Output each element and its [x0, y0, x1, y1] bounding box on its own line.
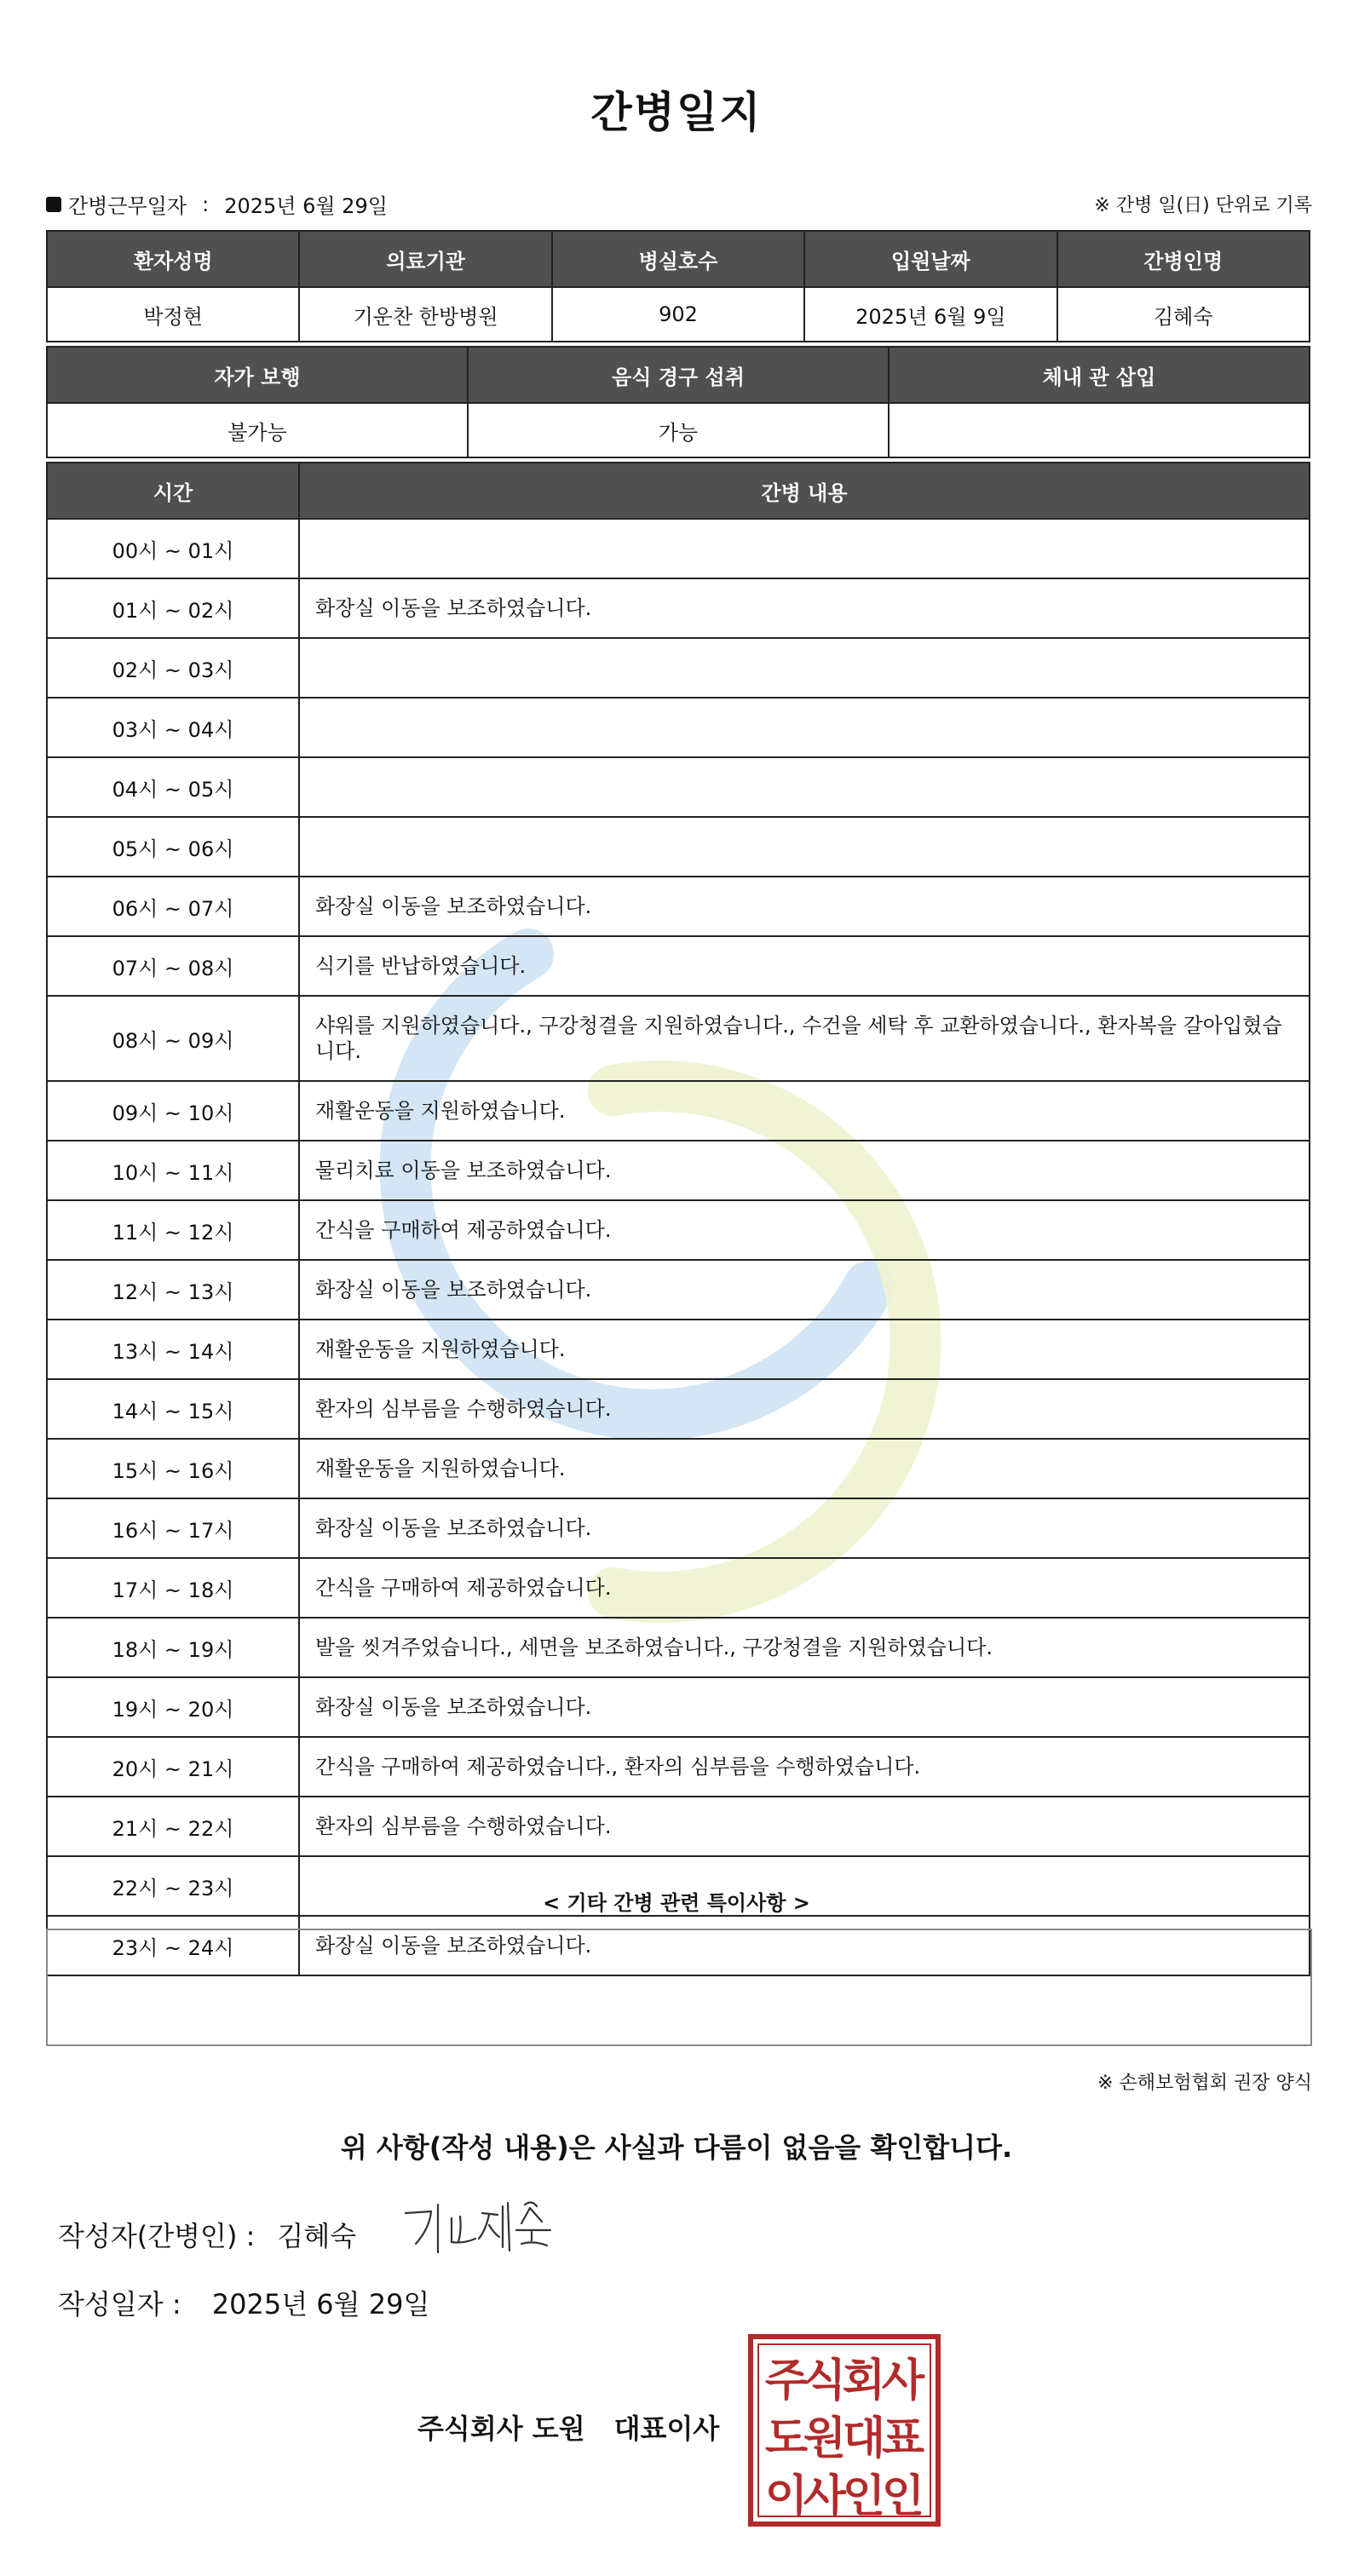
care-log-content: 샤워를 지원하였습니다., 구강청결을 지원하였습니다., 수건을 세탁 후 교환하였습니다., 환자복을 갈아입혔습니다. — [299, 996, 1310, 1081]
svg-text:대: 대 — [842, 2413, 886, 2464]
patient-status-table — [46, 346, 1310, 458]
care-log-time: 17시 ~ 18시 — [47, 1558, 299, 1618]
notes-title: < 기타 간병 관련 특이사항 > — [543, 1891, 810, 1915]
written-date-row — [58, 2283, 429, 2322]
header-caregiver-name: 간병인명 — [1057, 231, 1310, 287]
work-date-separator: : — [202, 192, 210, 216]
care-log-content: 화장실 이동을 보조하였습니다. — [299, 1677, 1310, 1737]
confirmation-statement: 위 사항(작성 내용)은 사실과 다름이 없음을 확인합니다. — [340, 2131, 1013, 2164]
care-log-time: 19시 ~ 20시 — [47, 1677, 299, 1737]
company-signature-line — [417, 2407, 719, 2447]
header-patient-name: 환자성명 — [47, 231, 299, 287]
header-hospital: 의료기관 — [299, 231, 551, 287]
care-log-row — [47, 1260, 1310, 1320]
svg-text:인: 인 — [881, 2471, 925, 2522]
work-date-value: 2025년 6월 29일 — [224, 194, 388, 218]
care-log-time: 01시 ~ 02시 — [47, 578, 299, 638]
svg-text:회: 회 — [842, 2355, 886, 2406]
care-log-content: 환자의 심부름을 수행하였습니다. — [299, 1797, 1310, 1856]
tube-insertion-value — [889, 403, 1310, 457]
care-log-time: 14시 ~ 15시 — [47, 1379, 299, 1439]
svg-text:이: 이 — [764, 2471, 809, 2522]
care-log-time: 10시 ~ 11시 — [47, 1141, 299, 1200]
care-log-time: 18시 ~ 19시 — [47, 1618, 299, 1677]
care-log-row — [47, 1498, 1310, 1558]
patient-info-table — [46, 230, 1310, 342]
care-log-content: 재활운동을 지원하였습니다. — [299, 1439, 1310, 1498]
header-oral-intake: 음식 경구 섭취 — [468, 347, 889, 403]
work-date-row — [46, 189, 388, 219]
care-log-content — [299, 638, 1310, 698]
care-log-row — [47, 578, 1310, 638]
care-log-row — [47, 936, 1310, 996]
care-log-header-row — [47, 463, 1310, 519]
care-log-time: 04시 ~ 05시 — [47, 757, 299, 817]
record-unit-note: ※ 간병 일(日) 단위로 기록 — [1094, 195, 1312, 216]
header-room-number: 병실호수 — [552, 231, 804, 287]
care-log-time: 23시 ~ 24시 — [47, 1916, 299, 1975]
svg-text:사: 사 — [803, 2471, 847, 2522]
care-log-row — [47, 1439, 1310, 1498]
hospital-name: 기운찬 한방병원 — [299, 287, 551, 342]
care-log-content: 환자의 심부름을 수행하였습니다. — [299, 1379, 1310, 1439]
care-log-time: 09시 ~ 10시 — [47, 1081, 299, 1141]
care-log-time: 15시 ~ 16시 — [47, 1439, 299, 1498]
care-log-row — [47, 519, 1310, 578]
svg-text:인: 인 — [842, 2471, 886, 2522]
care-log-row — [47, 1141, 1310, 1200]
care-log-row — [47, 638, 1310, 698]
care-log-content: 화장실 이동을 보조하였습니다. — [299, 1260, 1310, 1320]
admission-date: 2025년 6월 9일 — [804, 287, 1056, 342]
care-log-row — [47, 1677, 1310, 1737]
care-log-row — [47, 757, 1310, 817]
writer-label: 작성자(간병인) : — [58, 2220, 256, 2252]
care-log-content: 간식을 구매하여 제공하였습니다. — [299, 1200, 1310, 1260]
svg-text:주: 주 — [764, 2355, 809, 2406]
care-log-row — [47, 1618, 1310, 1677]
status-header-row — [47, 347, 1310, 403]
care-log-row — [47, 877, 1310, 936]
care-log-content: 식기를 반납하였습니다. — [299, 936, 1310, 996]
caregiver-name: 김혜숙 — [1057, 287, 1310, 342]
document-title: 간병일지 — [590, 88, 763, 137]
status-value-row — [47, 403, 1310, 457]
care-log-row — [47, 1081, 1310, 1141]
care-log-table — [46, 462, 1310, 1976]
care-log-content: 재활운동을 지원하였습니다. — [299, 1320, 1310, 1379]
care-log-time: 07시 ~ 08시 — [47, 936, 299, 996]
care-log-content — [299, 698, 1310, 757]
header-admission-date: 입원날짜 — [804, 231, 1056, 287]
care-log-time: 16시 ~ 17시 — [47, 1498, 299, 1558]
svg-text:원: 원 — [803, 2413, 847, 2464]
svg-text:도: 도 — [764, 2413, 809, 2464]
svg-text:표: 표 — [881, 2413, 925, 2464]
care-log-row — [47, 996, 1310, 1081]
svg-text:사: 사 — [881, 2355, 925, 2406]
care-log-content: 발을 씻겨주었습니다., 세면을 보조하였습니다., 구강청결을 지원하였습니다. — [299, 1618, 1310, 1677]
care-log-row — [47, 817, 1310, 877]
care-log-content: 재활운동을 지원하였습니다. — [299, 1081, 1310, 1141]
representative-title: 대표이사 — [613, 2412, 720, 2445]
patient-info-header-row — [47, 231, 1310, 287]
care-log-row — [47, 1797, 1310, 1856]
company-seal-stamp — [748, 2334, 941, 2527]
care-log-content: 화장실 이동을 보조하였습니다. — [299, 578, 1310, 638]
care-log-content — [299, 519, 1310, 578]
care-log-time: 03시 ~ 04시 — [47, 698, 299, 757]
care-log-row — [47, 1558, 1310, 1618]
written-date-label: 작성일자 : — [58, 2288, 181, 2320]
care-log-content: 간식을 구매하여 제공하였습니다. — [299, 1558, 1310, 1618]
header-care-content: 간병 내용 — [299, 463, 1310, 519]
care-log-time: 02시 ~ 03시 — [47, 638, 299, 698]
header-tube-insertion: 체내 관 삽입 — [889, 347, 1310, 403]
care-log-content: 화장실 이동을 보조하였습니다. — [299, 1498, 1310, 1558]
patient-info-value-row — [47, 287, 1310, 342]
header-self-walking: 자가 보행 — [47, 347, 468, 403]
care-log-time: 05시 ~ 06시 — [47, 817, 299, 877]
care-log-time: 13시 ~ 14시 — [47, 1320, 299, 1379]
care-log-time: 06시 ~ 07시 — [47, 877, 299, 936]
care-log-time: 11시 ~ 12시 — [47, 1200, 299, 1260]
care-log-time: 20시 ~ 21시 — [47, 1737, 299, 1797]
svg-text:식: 식 — [803, 2355, 847, 2406]
room-number: 902 — [552, 287, 804, 342]
care-log-row — [47, 1737, 1310, 1797]
header-time: 시간 — [47, 463, 299, 519]
handwritten-signature — [397, 2196, 567, 2264]
care-log-content — [299, 757, 1310, 817]
oral-intake-value: 가능 — [468, 403, 889, 457]
care-log-content: 물리치료 이동을 보조하였습니다. — [299, 1141, 1310, 1200]
care-log-content — [299, 817, 1310, 877]
care-log-time: 21시 ~ 22시 — [47, 1797, 299, 1856]
care-log-time: 00시 ~ 01시 — [47, 519, 299, 578]
care-log-row — [47, 1320, 1310, 1379]
care-log-row — [47, 698, 1310, 757]
form-source-note: ※ 손해보험협회 권장 양식 — [1097, 2073, 1312, 2094]
care-log-row — [47, 1379, 1310, 1439]
care-log-content: 간식을 구매하여 제공하였습니다., 환자의 심부름을 수행하였습니다. — [299, 1737, 1310, 1797]
work-date-label: 간병근무일자 — [68, 194, 187, 218]
care-log-time: 12시 ~ 13시 — [47, 1260, 299, 1320]
patient-name: 박정현 — [47, 287, 299, 342]
self-walking-value: 불가능 — [47, 403, 468, 457]
care-log-time: 22시 ~ 23시 — [47, 1856, 299, 1916]
care-log-content: 화장실 이동을 보조하였습니다. — [299, 1916, 1310, 1975]
writer-name: 김혜숙 — [277, 2220, 357, 2252]
special-notes-box — [46, 1929, 1312, 2046]
company-name: 주식회사 도원 — [417, 2412, 585, 2445]
care-log-time: 08시 ~ 09시 — [47, 996, 299, 1081]
written-date-value: 2025년 6월 29일 — [211, 2288, 430, 2320]
care-log-row — [47, 1200, 1310, 1260]
bullet-icon — [46, 197, 61, 212]
care-log-content: 화장실 이동을 보조하였습니다. — [299, 877, 1310, 936]
writer-row — [58, 2215, 356, 2254]
